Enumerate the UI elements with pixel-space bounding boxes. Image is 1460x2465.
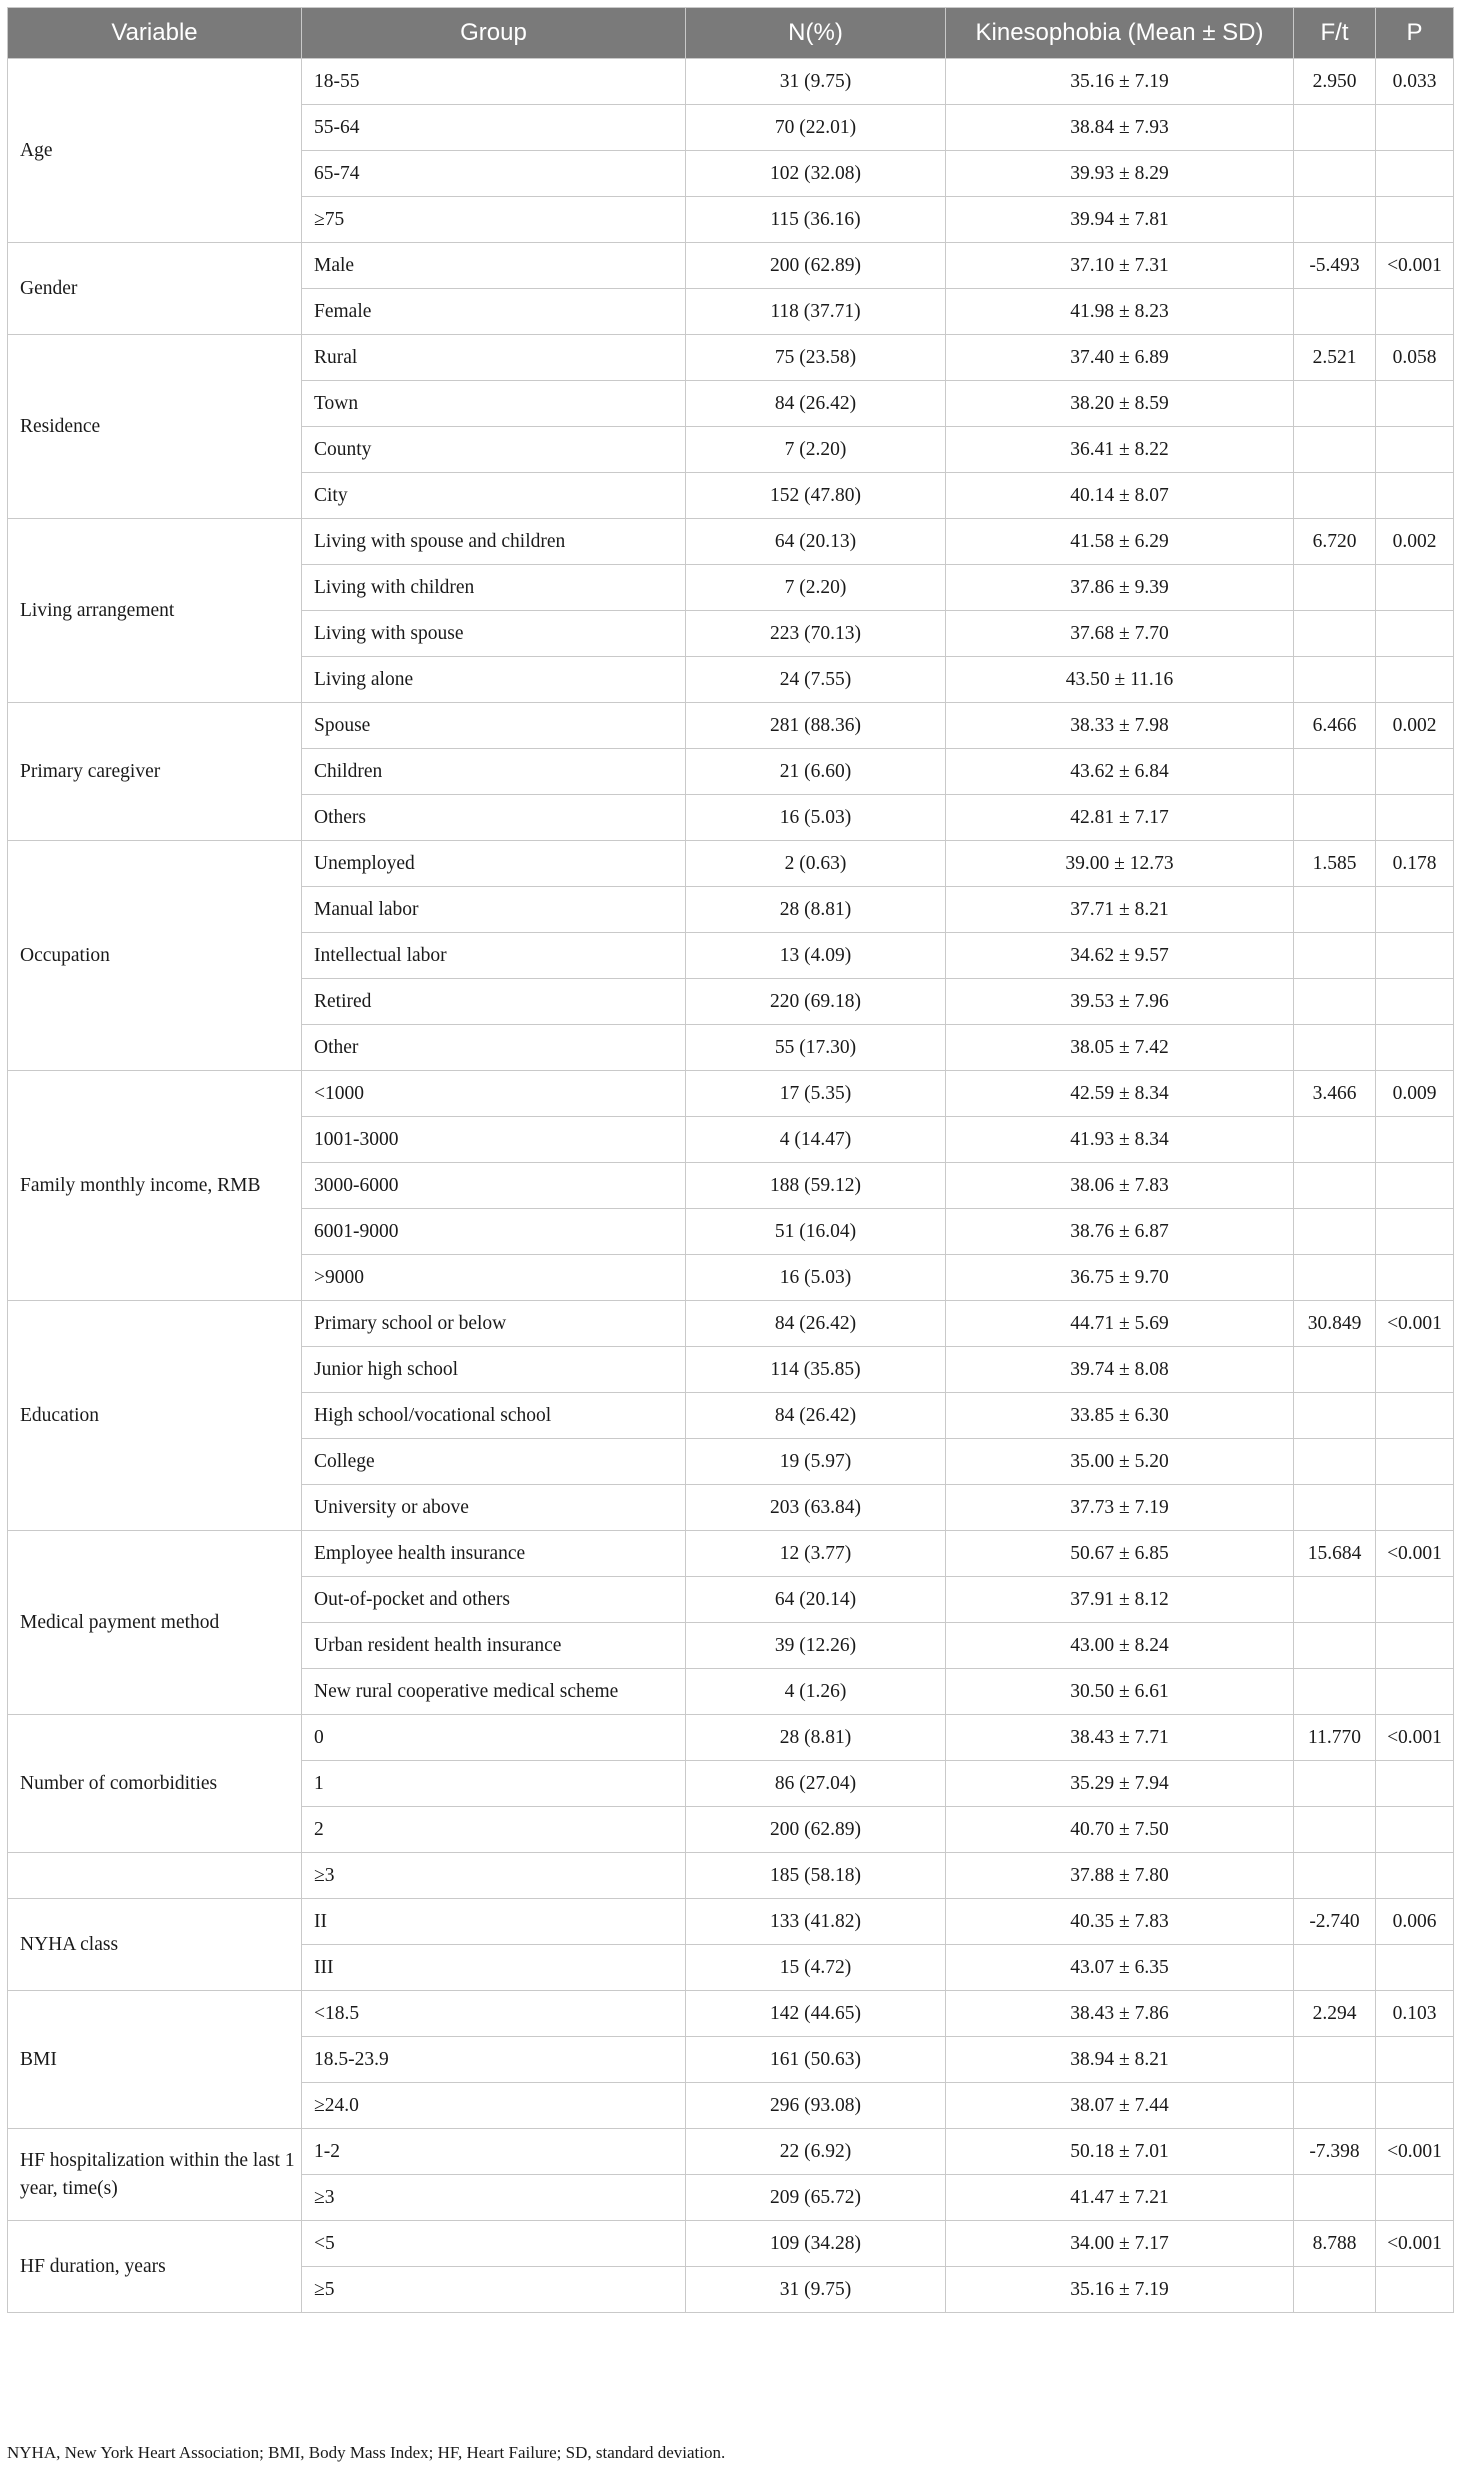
f-t-cell [1294, 1117, 1376, 1163]
p-value-cell [1376, 749, 1454, 795]
p-value-cell: 0.002 [1376, 703, 1454, 749]
n-percent-cell: 203 (63.84) [686, 1485, 946, 1531]
group-cell: Others [302, 795, 686, 841]
f-t-cell: 1.585 [1294, 841, 1376, 887]
kinesophobia-cell: 42.59 ± 8.34 [946, 1071, 1294, 1117]
kinesophobia-cell: 38.43 ± 7.71 [946, 1715, 1294, 1761]
kinesophobia-cell: 38.94 ± 8.21 [946, 2037, 1294, 2083]
kinesophobia-cell: 43.50 ± 11.16 [946, 657, 1294, 703]
p-value-cell [1376, 1485, 1454, 1531]
n-percent-cell: 31 (9.75) [686, 59, 946, 105]
kinesophobia-cell: 38.06 ± 7.83 [946, 1163, 1294, 1209]
f-t-cell [1294, 1255, 1376, 1301]
group-cell: Unemployed [302, 841, 686, 887]
kinesophobia-cell: 37.86 ± 9.39 [946, 565, 1294, 611]
p-value-cell [1376, 1807, 1454, 1853]
p-value-cell [1376, 565, 1454, 611]
group-cell: <18.5 [302, 1991, 686, 2037]
f-t-cell [1294, 1347, 1376, 1393]
f-t-cell [1294, 151, 1376, 197]
p-value-cell [1376, 1025, 1454, 1071]
table-row [8, 841, 1454, 887]
f-t-cell [1294, 611, 1376, 657]
kinesophobia-cell: 37.68 ± 7.70 [946, 611, 1294, 657]
f-t-cell [1294, 1807, 1376, 1853]
p-value-cell [1376, 289, 1454, 335]
kinesophobia-table [7, 7, 1454, 2313]
n-percent-cell: 102 (32.08) [686, 151, 946, 197]
kinesophobia-cell: 41.58 ± 6.29 [946, 519, 1294, 565]
kinesophobia-cell: 50.18 ± 7.01 [946, 2129, 1294, 2175]
header-p: P [1376, 8, 1454, 59]
n-percent-cell: 28 (8.81) [686, 1715, 946, 1761]
kinesophobia-cell: 34.62 ± 9.57 [946, 933, 1294, 979]
n-percent-cell: 114 (35.85) [686, 1347, 946, 1393]
group-cell: Living with spouse and children [302, 519, 686, 565]
group-cell: 6001-9000 [302, 1209, 686, 1255]
kinesophobia-cell: 40.35 ± 7.83 [946, 1899, 1294, 1945]
group-cell: ≥3 [302, 1853, 686, 1899]
f-t-cell [1294, 2175, 1376, 2221]
kinesophobia-cell: 36.41 ± 8.22 [946, 427, 1294, 473]
n-percent-cell: 200 (62.89) [686, 1807, 946, 1853]
n-percent-cell: 281 (88.36) [686, 703, 946, 749]
n-percent-cell: 185 (58.18) [686, 1853, 946, 1899]
table-body [8, 59, 1454, 2313]
f-t-cell [1294, 749, 1376, 795]
group-cell: Junior high school [302, 1347, 686, 1393]
f-t-cell [1294, 289, 1376, 335]
n-percent-cell: 4 (14.47) [686, 1117, 946, 1163]
p-value-cell [1376, 1209, 1454, 1255]
p-value-cell: 0.009 [1376, 1071, 1454, 1117]
group-cell: Urban resident health insurance [302, 1623, 686, 1669]
f-t-cell: -2.740 [1294, 1899, 1376, 1945]
n-percent-cell: 84 (26.42) [686, 1393, 946, 1439]
table-row [8, 243, 1454, 289]
table-row [8, 1531, 1454, 1577]
f-t-cell: 8.788 [1294, 2221, 1376, 2267]
n-percent-cell: 142 (44.65) [686, 1991, 946, 2037]
f-t-cell [1294, 1853, 1376, 1899]
variable-cell [8, 1853, 302, 1899]
n-percent-cell: 64 (20.13) [686, 519, 946, 565]
group-cell: Living with children [302, 565, 686, 611]
group-cell: Children [302, 749, 686, 795]
p-value-cell [1376, 2083, 1454, 2129]
kinesophobia-cell: 37.88 ± 7.80 [946, 1853, 1294, 1899]
table-row [8, 59, 1454, 105]
kinesophobia-cell: 50.67 ± 6.85 [946, 1531, 1294, 1577]
f-t-cell [1294, 105, 1376, 151]
header-variable: Variable [8, 8, 302, 59]
n-percent-cell: 115 (36.16) [686, 197, 946, 243]
n-percent-cell: 39 (12.26) [686, 1623, 946, 1669]
n-percent-cell: 84 (26.42) [686, 1301, 946, 1347]
p-value-cell [1376, 1347, 1454, 1393]
group-cell: Male [302, 243, 686, 289]
p-value-cell [1376, 381, 1454, 427]
n-percent-cell: 21 (6.60) [686, 749, 946, 795]
kinesophobia-cell: 38.07 ± 7.44 [946, 2083, 1294, 2129]
f-t-cell [1294, 2037, 1376, 2083]
p-value-cell [1376, 979, 1454, 1025]
n-percent-cell: 86 (27.04) [686, 1761, 946, 1807]
n-percent-cell: 16 (5.03) [686, 1255, 946, 1301]
group-cell: <5 [302, 2221, 686, 2267]
n-percent-cell: 16 (5.03) [686, 795, 946, 841]
kinesophobia-cell: 34.00 ± 7.17 [946, 2221, 1294, 2267]
f-t-cell: 2.294 [1294, 1991, 1376, 2037]
group-cell: Female [302, 289, 686, 335]
p-value-cell [1376, 151, 1454, 197]
variable-cell: Education [8, 1301, 302, 1531]
group-cell: Rural [302, 335, 686, 381]
group-cell: City [302, 473, 686, 519]
kinesophobia-cell: 36.75 ± 9.70 [946, 1255, 1294, 1301]
p-value-cell: 0.178 [1376, 841, 1454, 887]
kinesophobia-cell: 44.71 ± 5.69 [946, 1301, 1294, 1347]
p-value-cell [1376, 657, 1454, 703]
header-kinesophobia: Kinesophobia (Mean ± SD) [946, 8, 1294, 59]
group-cell: Living with spouse [302, 611, 686, 657]
n-percent-cell: 188 (59.12) [686, 1163, 946, 1209]
variable-cell: Number of comorbidities [8, 1715, 302, 1853]
group-cell: University or above [302, 1485, 686, 1531]
n-percent-cell: 209 (65.72) [686, 2175, 946, 2221]
group-cell: Primary school or below [302, 1301, 686, 1347]
f-t-cell: -7.398 [1294, 2129, 1376, 2175]
n-percent-cell: 223 (70.13) [686, 611, 946, 657]
f-t-cell [1294, 1669, 1376, 1715]
n-percent-cell: 118 (37.71) [686, 289, 946, 335]
p-value-cell [1376, 1623, 1454, 1669]
group-cell: 1-2 [302, 2129, 686, 2175]
n-percent-cell: 31 (9.75) [686, 2267, 946, 2313]
kinesophobia-cell: 40.14 ± 8.07 [946, 473, 1294, 519]
f-t-cell [1294, 565, 1376, 611]
variable-cell: Medical payment method [8, 1531, 302, 1715]
kinesophobia-cell: 38.05 ± 7.42 [946, 1025, 1294, 1071]
p-value-cell: 0.006 [1376, 1899, 1454, 1945]
table-row [8, 1991, 1454, 2037]
table-footnote: NYHA, New York Heart Association; BMI, Body Mass Index; HF, Heart Failure; SD, standard deviation. [7, 2443, 726, 2462]
kinesophobia-cell: 43.00 ± 8.24 [946, 1623, 1294, 1669]
group-cell: 0 [302, 1715, 686, 1761]
p-value-cell: <0.001 [1376, 1715, 1454, 1761]
kinesophobia-cell: 41.47 ± 7.21 [946, 2175, 1294, 2221]
variable-cell: Living arrangement [8, 519, 302, 703]
group-cell: County [302, 427, 686, 473]
n-percent-cell: 51 (16.04) [686, 1209, 946, 1255]
group-cell: Out-of-pocket and others [302, 1577, 686, 1623]
p-value-cell: <0.001 [1376, 2221, 1454, 2267]
f-t-cell: 2.521 [1294, 335, 1376, 381]
variable-cell: HF hospitalization within the last 1 year, time(s) [8, 2129, 302, 2221]
p-value-cell [1376, 197, 1454, 243]
p-value-cell [1376, 1761, 1454, 1807]
n-percent-cell: 84 (26.42) [686, 381, 946, 427]
group-cell: High school/vocational school [302, 1393, 686, 1439]
kinesophobia-cell: 43.07 ± 6.35 [946, 1945, 1294, 1991]
variable-cell: BMI [8, 1991, 302, 2129]
group-cell: III [302, 1945, 686, 1991]
kinesophobia-cell: 37.91 ± 8.12 [946, 1577, 1294, 1623]
n-percent-cell: 75 (23.58) [686, 335, 946, 381]
group-cell: II [302, 1899, 686, 1945]
f-t-cell [1294, 1163, 1376, 1209]
p-value-cell: <0.001 [1376, 1531, 1454, 1577]
group-cell: Retired [302, 979, 686, 1025]
f-t-cell [1294, 795, 1376, 841]
group-cell: Manual labor [302, 887, 686, 933]
f-t-cell [1294, 1485, 1376, 1531]
group-cell: 2 [302, 1807, 686, 1853]
kinesophobia-cell: 37.40 ± 6.89 [946, 335, 1294, 381]
n-percent-cell: 17 (5.35) [686, 1071, 946, 1117]
n-percent-cell: 296 (93.08) [686, 2083, 946, 2129]
kinesophobia-cell: 30.50 ± 6.61 [946, 1669, 1294, 1715]
p-value-cell: 0.002 [1376, 519, 1454, 565]
p-value-cell: <0.001 [1376, 1301, 1454, 1347]
kinesophobia-cell: 38.43 ± 7.86 [946, 1991, 1294, 2037]
f-t-cell [1294, 1761, 1376, 1807]
kinesophobia-cell: 39.93 ± 8.29 [946, 151, 1294, 197]
variable-cell: Gender [8, 243, 302, 335]
n-percent-cell: 24 (7.55) [686, 657, 946, 703]
n-percent-cell: 70 (22.01) [686, 105, 946, 151]
group-cell: Employee health insurance [302, 1531, 686, 1577]
f-t-cell: 15.684 [1294, 1531, 1376, 1577]
variable-cell: Age [8, 59, 302, 243]
n-percent-cell: 220 (69.18) [686, 979, 946, 1025]
table-row [8, 1301, 1454, 1347]
n-percent-cell: 55 (17.30) [686, 1025, 946, 1071]
kinesophobia-cell: 38.84 ± 7.93 [946, 105, 1294, 151]
variable-cell: Family monthly income, RMB [8, 1071, 302, 1301]
group-cell: 18-55 [302, 59, 686, 105]
n-percent-cell: 4 (1.26) [686, 1669, 946, 1715]
n-percent-cell: 200 (62.89) [686, 243, 946, 289]
kinesophobia-cell: 37.71 ± 8.21 [946, 887, 1294, 933]
p-value-cell: 0.033 [1376, 59, 1454, 105]
p-value-cell [1376, 1439, 1454, 1485]
p-value-cell [1376, 933, 1454, 979]
kinesophobia-cell: 39.53 ± 7.96 [946, 979, 1294, 1025]
p-value-cell [1376, 2175, 1454, 2221]
p-value-cell [1376, 1853, 1454, 1899]
f-t-cell [1294, 1577, 1376, 1623]
f-t-cell [1294, 933, 1376, 979]
f-t-cell [1294, 427, 1376, 473]
f-t-cell [1294, 2267, 1376, 2313]
n-percent-cell: 12 (3.77) [686, 1531, 946, 1577]
group-cell: Other [302, 1025, 686, 1071]
kinesophobia-cell: 37.73 ± 7.19 [946, 1485, 1294, 1531]
kinesophobia-cell: 38.20 ± 8.59 [946, 381, 1294, 427]
n-percent-cell: 22 (6.92) [686, 2129, 946, 2175]
n-percent-cell: 13 (4.09) [686, 933, 946, 979]
f-t-cell [1294, 1945, 1376, 1991]
table-row [8, 519, 1454, 565]
table-row [8, 1071, 1454, 1117]
kinesophobia-cell: 43.62 ± 6.84 [946, 749, 1294, 795]
kinesophobia-cell: 39.94 ± 7.81 [946, 197, 1294, 243]
f-t-cell: -5.493 [1294, 243, 1376, 289]
table-row [8, 1715, 1454, 1761]
variable-cell: Occupation [8, 841, 302, 1071]
n-percent-cell: 2 (0.63) [686, 841, 946, 887]
table-row [8, 1853, 1454, 1899]
f-t-cell: 2.950 [1294, 59, 1376, 105]
group-cell: Spouse [302, 703, 686, 749]
kinesophobia-cell: 39.00 ± 12.73 [946, 841, 1294, 887]
f-t-cell [1294, 1025, 1376, 1071]
table-row [8, 703, 1454, 749]
p-value-cell: <0.001 [1376, 2129, 1454, 2175]
table-row [8, 2129, 1454, 2175]
group-cell: Living alone [302, 657, 686, 703]
header-group: Group [302, 8, 686, 59]
group-cell: 1 [302, 1761, 686, 1807]
n-percent-cell: 7 (2.20) [686, 565, 946, 611]
f-t-cell [1294, 2083, 1376, 2129]
p-value-cell [1376, 105, 1454, 151]
kinesophobia-cell: 38.76 ± 6.87 [946, 1209, 1294, 1255]
kinesophobia-cell: 35.16 ± 7.19 [946, 2267, 1294, 2313]
f-t-cell: 3.466 [1294, 1071, 1376, 1117]
kinesophobia-cell: 41.98 ± 8.23 [946, 289, 1294, 335]
kinesophobia-cell: 42.81 ± 7.17 [946, 795, 1294, 841]
group-cell: ≥5 [302, 2267, 686, 2313]
p-value-cell [1376, 1669, 1454, 1715]
f-t-cell: 30.849 [1294, 1301, 1376, 1347]
p-value-cell [1376, 1393, 1454, 1439]
f-t-cell [1294, 1393, 1376, 1439]
p-value-cell [1376, 795, 1454, 841]
p-value-cell [1376, 887, 1454, 933]
p-value-cell [1376, 2037, 1454, 2083]
group-cell: Town [302, 381, 686, 427]
kinesophobia-cell: 35.16 ± 7.19 [946, 59, 1294, 105]
group-cell: ≥75 [302, 197, 686, 243]
kinesophobia-cell: 33.85 ± 6.30 [946, 1393, 1294, 1439]
group-cell: 65-74 [302, 151, 686, 197]
kinesophobia-cell: 40.70 ± 7.50 [946, 1807, 1294, 1853]
p-value-cell [1376, 1577, 1454, 1623]
p-value-cell [1376, 1163, 1454, 1209]
p-value-cell [1376, 2267, 1454, 2313]
f-t-cell [1294, 979, 1376, 1025]
variable-cell: Residence [8, 335, 302, 519]
f-t-cell [1294, 1209, 1376, 1255]
kinesophobia-cell: 38.33 ± 7.98 [946, 703, 1294, 749]
group-cell: ≥3 [302, 2175, 686, 2221]
f-t-cell [1294, 657, 1376, 703]
kinesophobia-cell: 37.10 ± 7.31 [946, 243, 1294, 289]
f-t-cell: 6.466 [1294, 703, 1376, 749]
group-cell: <1000 [302, 1071, 686, 1117]
group-cell: Intellectual labor [302, 933, 686, 979]
p-value-cell [1376, 1945, 1454, 1991]
header-n-percent: N(%) [686, 8, 946, 59]
variable-cell: HF duration, years [8, 2221, 302, 2313]
p-value-cell: <0.001 [1376, 243, 1454, 289]
f-t-cell [1294, 381, 1376, 427]
group-cell: 18.5-23.9 [302, 2037, 686, 2083]
f-t-cell: 11.770 [1294, 1715, 1376, 1761]
table-row [8, 2221, 1454, 2267]
p-value-cell: 0.103 [1376, 1991, 1454, 2037]
p-value-cell [1376, 1117, 1454, 1163]
f-t-cell [1294, 1439, 1376, 1485]
n-percent-cell: 64 (20.14) [686, 1577, 946, 1623]
group-cell: College [302, 1439, 686, 1485]
table-row [8, 1899, 1454, 1945]
kinesophobia-cell: 35.29 ± 7.94 [946, 1761, 1294, 1807]
header-row [8, 8, 1454, 59]
p-value-cell [1376, 427, 1454, 473]
f-t-cell [1294, 887, 1376, 933]
f-t-cell [1294, 197, 1376, 243]
header-f-t: F/t [1294, 8, 1376, 59]
n-percent-cell: 109 (34.28) [686, 2221, 946, 2267]
kinesophobia-cell: 39.74 ± 8.08 [946, 1347, 1294, 1393]
p-value-cell [1376, 1255, 1454, 1301]
group-cell: >9000 [302, 1255, 686, 1301]
f-t-cell [1294, 1623, 1376, 1669]
p-value-cell: 0.058 [1376, 335, 1454, 381]
group-cell: 3000-6000 [302, 1163, 686, 1209]
variable-cell: Primary caregiver [8, 703, 302, 841]
n-percent-cell: 28 (8.81) [686, 887, 946, 933]
variable-cell: NYHA class [8, 1899, 302, 1991]
group-cell: 1001-3000 [302, 1117, 686, 1163]
kinesophobia-cell: 41.93 ± 8.34 [946, 1117, 1294, 1163]
n-percent-cell: 161 (50.63) [686, 2037, 946, 2083]
p-value-cell [1376, 473, 1454, 519]
group-cell: 55-64 [302, 105, 686, 151]
group-cell: ≥24.0 [302, 2083, 686, 2129]
document [7, 7, 1453, 2462]
table-row [8, 335, 1454, 381]
p-value-cell [1376, 611, 1454, 657]
n-percent-cell: 19 (5.97) [686, 1439, 946, 1485]
f-t-cell [1294, 473, 1376, 519]
group-cell: New rural cooperative medical scheme [302, 1669, 686, 1715]
kinesophobia-cell: 35.00 ± 5.20 [946, 1439, 1294, 1485]
n-percent-cell: 152 (47.80) [686, 473, 946, 519]
n-percent-cell: 133 (41.82) [686, 1899, 946, 1945]
f-t-cell: 6.720 [1294, 519, 1376, 565]
n-percent-cell: 7 (2.20) [686, 427, 946, 473]
n-percent-cell: 15 (4.72) [686, 1945, 946, 1991]
